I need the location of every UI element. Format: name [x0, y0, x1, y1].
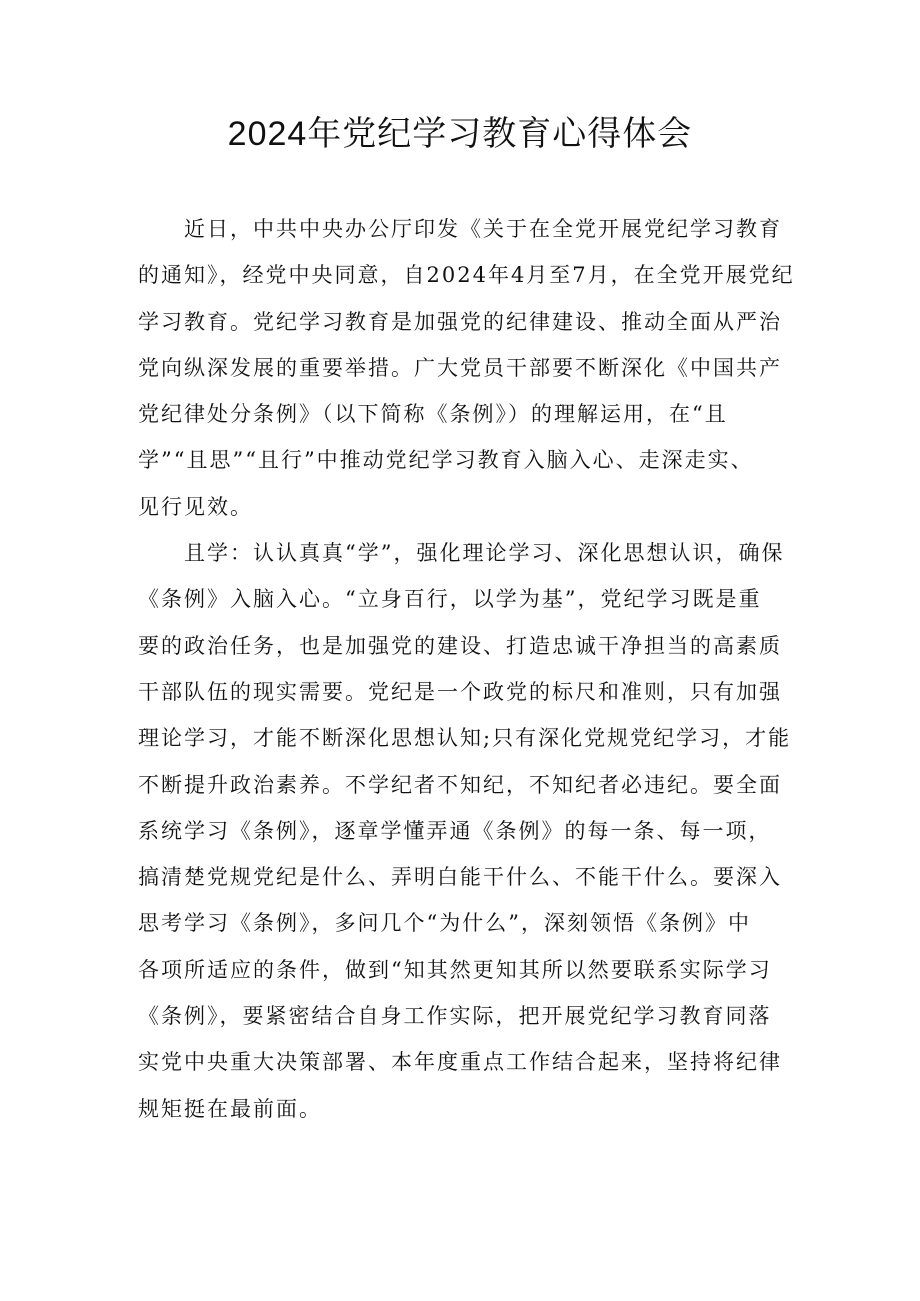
text-line: 理论学习，才能不断深化思想认知;只有深化党规党纪学习，才能 — [138, 726, 792, 751]
text-line: 思考学习《条例》，多问几个“为什么”，深刻领悟《条例》中 — [138, 911, 751, 936]
document-body — [138, 212, 794, 1138]
text-line: 党向纵深发展的重要举措。广大党员干部要不断深化《中国共产 — [138, 355, 782, 380]
text-line: 《条例》，要紧密结合自身工作实际，把开展党纪学习教育同落 — [138, 1004, 772, 1029]
text-line: 系统学习《条例》，逐章学懂弄通《条例》的每一条、每一项， — [138, 818, 772, 843]
text-line: 学习教育。党纪学习教育是加强党的纪律建设、推动全面从严治 — [138, 309, 782, 334]
text-line: 的通知》，经党中央同意，自2024年4月至7月，在全党开展党纪 — [138, 263, 795, 288]
text-line: 实党中央重大决策部署、本年度重点工作结合起来，坚持将纪律 — [138, 1050, 782, 1075]
text-line: 《条例》入脑入心。“立身百行，以学为基”，党纪学习既是重 — [138, 587, 762, 612]
document-title: 2024年党纪学习教育心得体会 — [227, 115, 693, 153]
text-line: 见行见效。 — [138, 494, 253, 519]
text-line: 学”“且思”“且行”中推动党纪学习教育入脑入心、走深走实、 — [138, 448, 754, 473]
text-line: 搞清楚党规党纪是什么、弄明白能干什么、不能干什么。要深入 — [138, 865, 782, 890]
text-line: 各项所适应的条件，做到“知其然更知其所以然要联系实际学习 — [138, 957, 772, 982]
text-line: 要的政治任务，也是加强党的建设、打造忠诚干净担当的高素质 — [138, 633, 782, 658]
text-line: 不断提升政治素养。不学纪者不知纪，不知纪者必违纪。要全面 — [138, 772, 782, 797]
paragraph-qiexue — [138, 536, 794, 1138]
text-line: 干部队伍的现实需要。党纪是一个政党的标尺和准则，只有加强 — [138, 679, 782, 704]
text-line: 党纪律处分条例》（以下简称《条例》）的理解运用，在“且 — [138, 402, 728, 427]
paragraph-intro — [138, 212, 794, 536]
text-line: 且学：认认真真“学”，强化理论学习、深化思想认识，确保 — [138, 541, 785, 566]
text-line: 近日，中共中央办公厅印发《关于在全党开展党纪学习教育 — [138, 217, 782, 241]
text-line: 规矩挺在最前面。 — [138, 1096, 322, 1121]
